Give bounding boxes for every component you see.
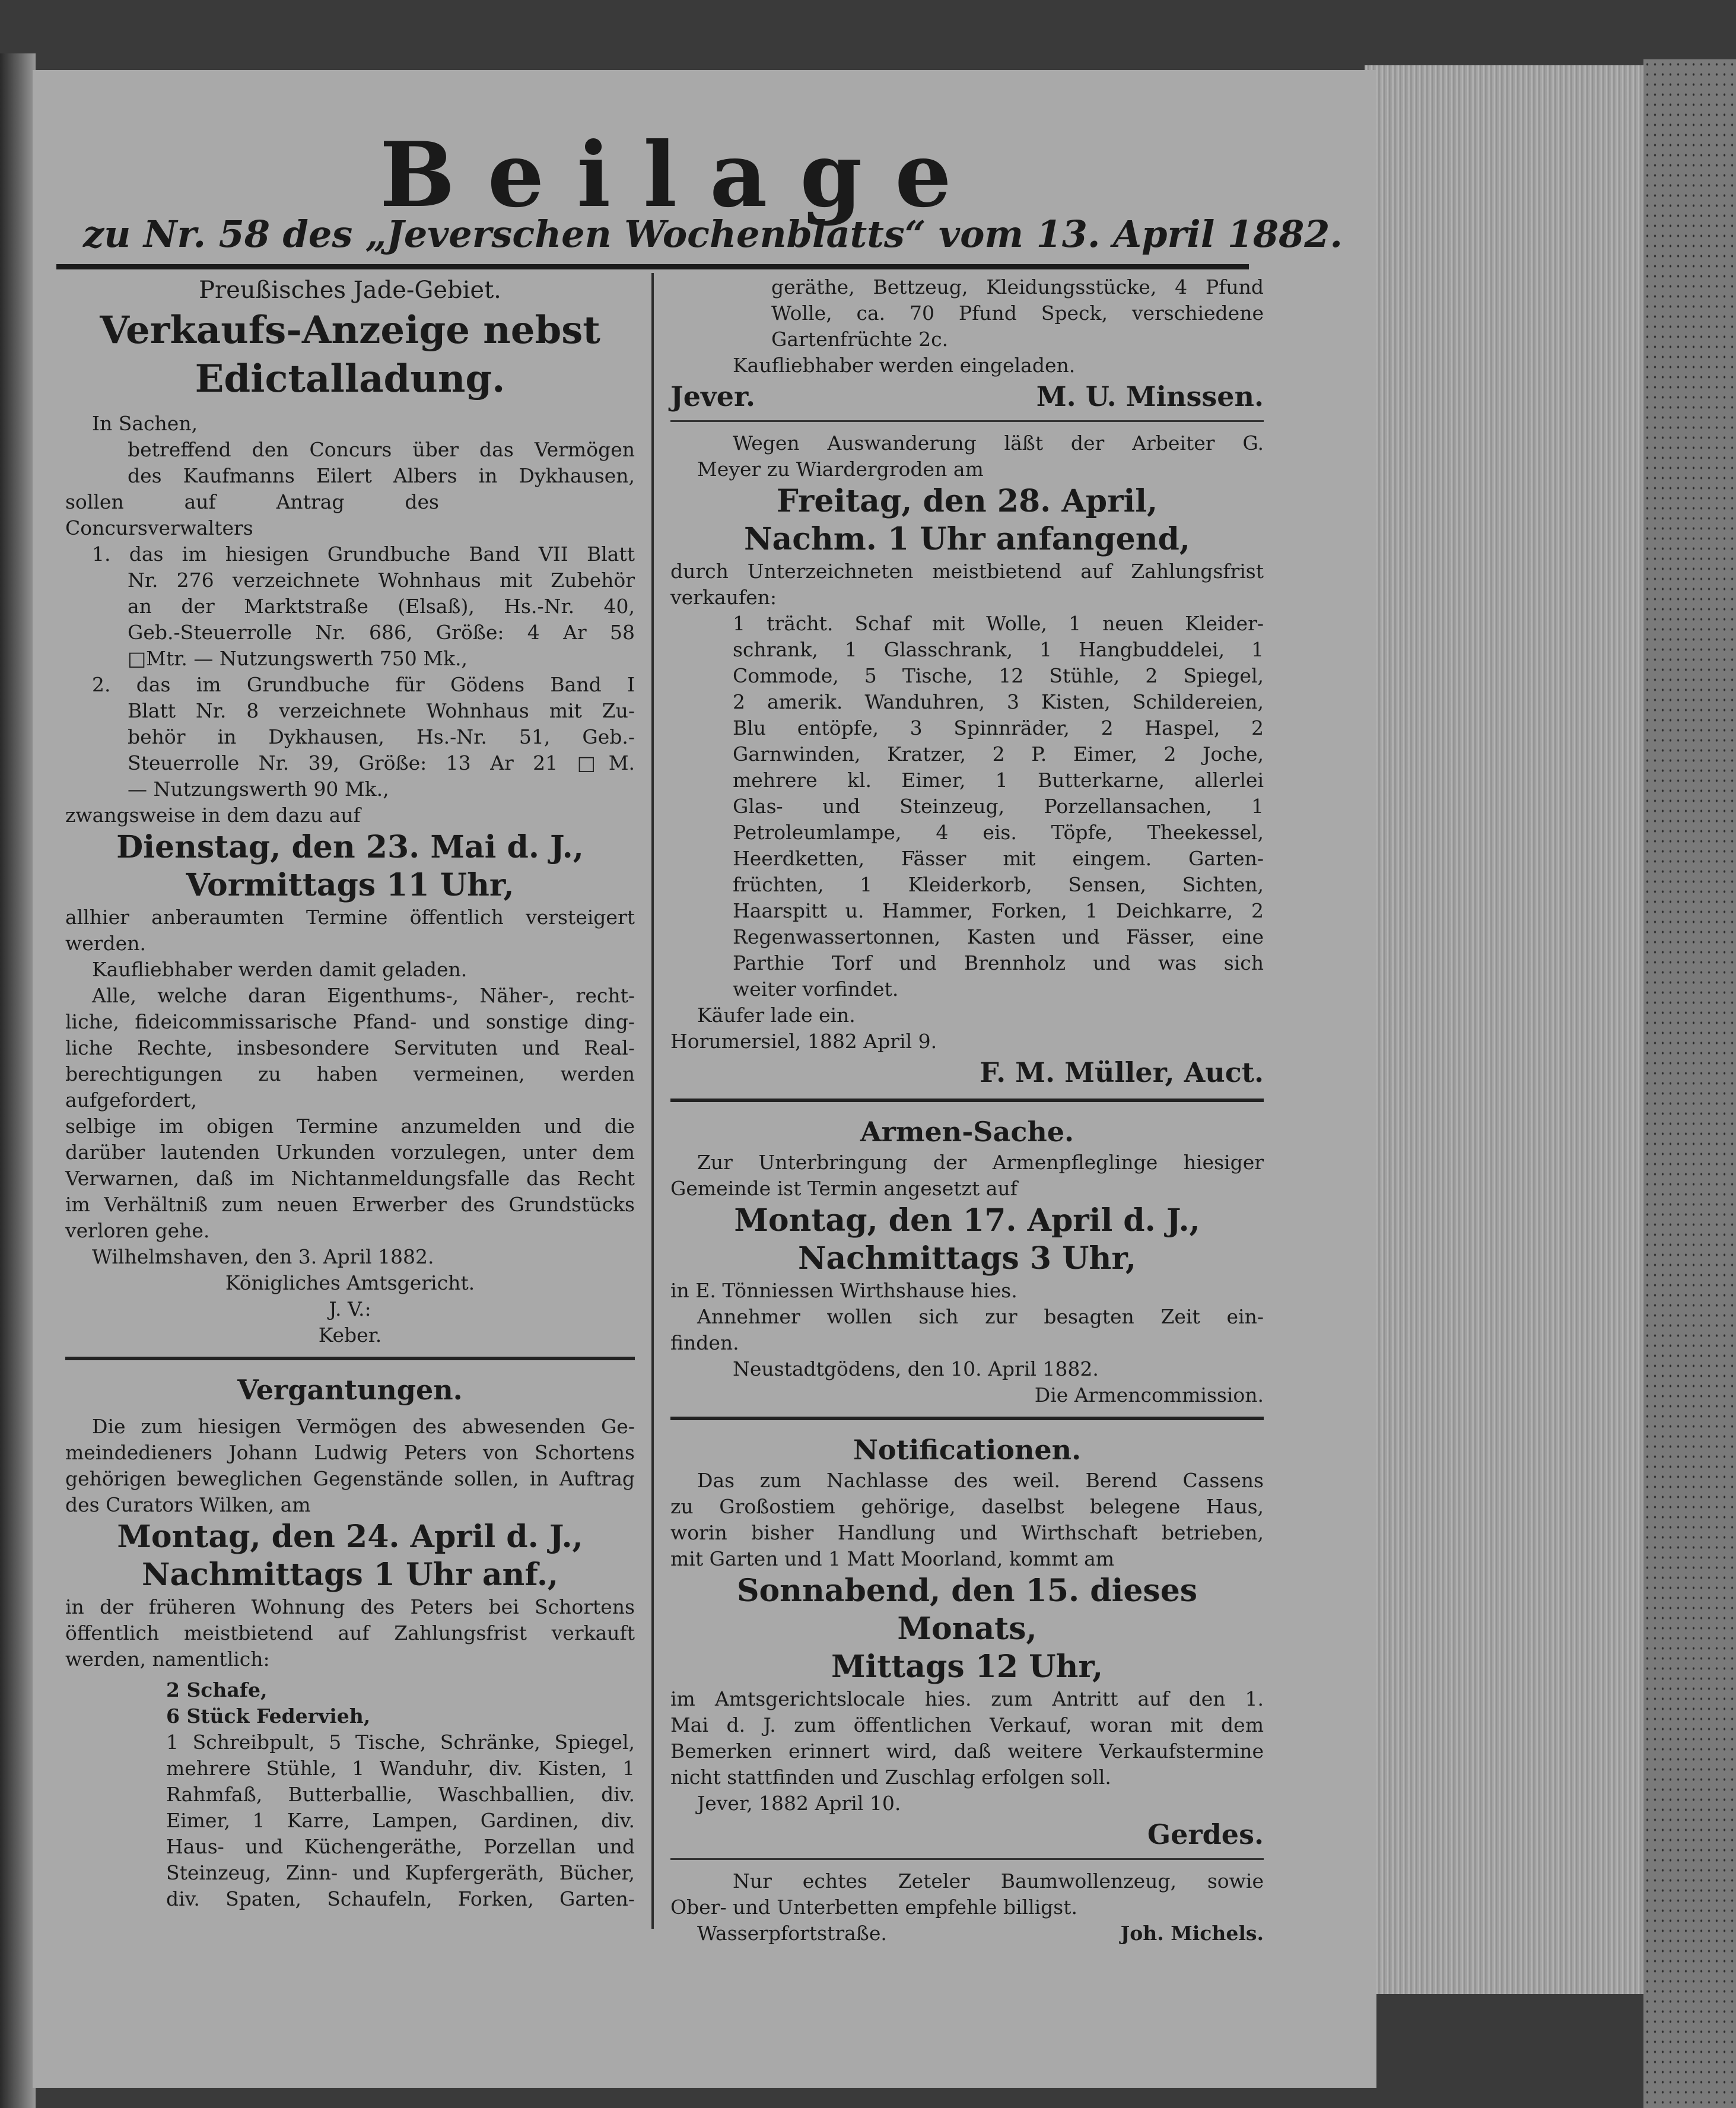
- notice-armen-sache: [670, 1114, 1264, 1408]
- body-line: Verwarnen, daß im Nichtanmeldungsfalle das Recht: [65, 1167, 635, 1190]
- body-line: finden.: [670, 1331, 739, 1354]
- signer: M. U. Minssen.: [1036, 380, 1264, 412]
- item-line: Steinzeug, Zinn- und Kupfergeräth, Bücher,: [166, 1861, 635, 1884]
- body-line: liche, fideicommissarische Pfand- und sonstige ding-: [65, 1010, 635, 1033]
- body-line: zwangsweise in dem dazu auf: [65, 804, 361, 827]
- body-line: Gemeinde ist Termin angesetzt auf: [670, 1177, 1018, 1200]
- auction-time: Nachmittags 3 Uhr,: [797, 1240, 1137, 1277]
- auction-date: Montag, den 24. April d. J.,: [117, 1519, 583, 1555]
- body-line: in E. Tönniessen Wirthshause hies.: [670, 1279, 1018, 1302]
- body-line: werden, namentlich:: [65, 1647, 270, 1671]
- notice-title: Vergantungen.: [237, 1374, 463, 1406]
- item-line: div. Spaten, Schaufeln, Forken, Garten-: [166, 1887, 635, 1910]
- body-line: liche Rechte, insbesondere Servituten und Real-: [65, 1036, 635, 1059]
- item-bold: 2 Schafe,: [166, 1678, 268, 1701]
- body-line: werden.: [65, 932, 146, 955]
- body-line: des Kaufmanns Eilert Albers in Dykhausen,: [128, 464, 635, 487]
- notice-auswanderung: [670, 430, 1264, 1090]
- notice-notificationen: [670, 1432, 1264, 1852]
- body-line: Die zum hiesigen Vermögen des abwesenden Ge-: [92, 1415, 635, 1438]
- body-line: in der früheren Wohnung des Peters bei Schortens: [65, 1595, 635, 1618]
- issuing-court: Königliches Amtsgericht.: [225, 1271, 475, 1294]
- signer: Gerdes.: [1147, 1818, 1264, 1850]
- body-line: durch Unterzeichneten meistbietend auf Zahlungsfrist: [670, 560, 1264, 583]
- item-line: 1 trächt. Schaf mit Wolle, 1 neuen Kleider-: [733, 612, 1264, 635]
- item-line: Blu entöpfe, 3 Spinnräder, 2 Haspel, 2: [733, 716, 1264, 739]
- auction-time: Nachm. 1 Uhr anfangend,: [744, 521, 1190, 557]
- auction-date: Montag, den 17. April d. J.,: [734, 1202, 1200, 1239]
- body-line: worin bisher Handlung und Wirthschaft betrieben,: [670, 1521, 1264, 1544]
- body-line: Ober- und Unterbetten empfehle billigst.: [670, 1896, 1077, 1919]
- body-line: nicht stattfinden und Zuschlag erfolgen soll.: [670, 1766, 1111, 1789]
- body-line: verkaufen:: [670, 586, 777, 609]
- auction-date: Sonnabend, den 15. dieses Monats,: [736, 1573, 1198, 1647]
- signature-row: [670, 1920, 1264, 1947]
- body-line: an der Marktstraße (Elsaß), Hs.-Nr. 40,: [128, 595, 635, 618]
- body-line: □Mtr. — Nutzungswerth 750 Mk.,: [128, 647, 468, 670]
- item-line: 1 Schreibpult, 5 Tische, Schränke, Spiegel,: [166, 1731, 635, 1754]
- item-line: Eimer, 1 Karre, Lampen, Gardinen, div.: [166, 1809, 635, 1832]
- body-line: Zur Unterbringung der Armenpfleglinge hiesiger: [697, 1151, 1264, 1174]
- body-line: betreffend den Concurs über das Vermögen: [128, 438, 635, 461]
- signer: Joh. Michels.: [1120, 1922, 1264, 1945]
- item-line: mehrere Stühle, 1 Wanduhr, div. Kisten, 1: [166, 1757, 635, 1780]
- place-date: Horumersiel, 1882 April 9.: [670, 1030, 937, 1053]
- item-line: Petroleumlampe, 4 eis. Töpfe, Theekessel,: [733, 821, 1264, 844]
- auction-date: Dienstag, den 23. Mai d. J.,: [116, 829, 584, 865]
- signature-row: [670, 379, 1264, 414]
- item-line: Parthie Torf und Brennholz und was sich: [733, 951, 1264, 974]
- body-line: Gartenfrüchte 2c.: [771, 328, 949, 351]
- body-line: gehörigen beweglichen Gegenstände sollen, in Auftrag: [65, 1467, 635, 1490]
- signer: Die Armencommission.: [1034, 1383, 1264, 1407]
- closing-line: Käufer lade ein.: [697, 1004, 856, 1027]
- notice-verkaufs-anzeige: [65, 274, 635, 1348]
- in-vertretung: J. V.:: [329, 1297, 371, 1320]
- body-line: darüber lautenden Urkunden vorzulegen, unter dem: [65, 1141, 635, 1164]
- item-line: Commode, 5 Tische, 12 Stühle, 2 Spiegel,: [733, 664, 1264, 687]
- item-line: Rahmfaß, Butterballie, Waschballien, div.: [166, 1783, 635, 1806]
- place-date: Wilhelmshaven, den 3. April 1882.: [92, 1245, 434, 1268]
- book-gutter: [0, 53, 36, 2108]
- notice-title: Armen-Sache.: [860, 1116, 1074, 1148]
- column-divider: [651, 273, 654, 1929]
- body-line: Bemerken erinnert wird, daß weitere Verkaufstermine: [670, 1739, 1264, 1763]
- item-line: Glas- und Steinzeug, Porzellansachen, 1: [733, 795, 1264, 818]
- body-line: zu Großostiem gehörige, daselbst belegene Haus,: [670, 1495, 1264, 1518]
- section-rule: [670, 1099, 1264, 1102]
- body-line: Annehmer wollen sich zur besagten Zeit ein-: [697, 1305, 1264, 1328]
- body-line: im Verhältniß zum neuen Erwerber des Grundstücks: [65, 1193, 635, 1216]
- body-line: Mai d. J. zum öffentlichen Verkauf, woran mit dem: [670, 1713, 1264, 1736]
- signer: F. M. Müller, Auct.: [980, 1056, 1264, 1088]
- item-line: Regenwassertonnen, Kasten und Fässer, eine: [733, 925, 1264, 948]
- signer: Keber.: [318, 1323, 382, 1347]
- place-date: Jever, 1882 April 10.: [697, 1792, 901, 1815]
- masthead-subtitle: zu Nr. 58 des „Jeverschen Wochenblatts“ vom 13. April 1882.: [83, 212, 1343, 256]
- book-fore-edge: [1365, 65, 1643, 1994]
- body-line: behör in Dykhausen, Hs.-Nr. 51, Geb.-: [128, 725, 635, 748]
- body-line: Nr. 276 verzeichnete Wohnhaus mit Zubehör: [128, 569, 635, 592]
- item-line: mehrere kl. Eimer, 1 Butterkarne, allerlei: [733, 769, 1264, 792]
- notice-michels: [670, 1868, 1264, 1947]
- body-line: im Amtsgerichtslocale hies. zum Antritt auf den 1.: [670, 1687, 1264, 1710]
- notice-title: Notificationen.: [853, 1434, 1082, 1466]
- street: Wasserpfortstraße.: [697, 1922, 887, 1945]
- body-line: Blatt Nr. 8 verzeichnete Wohnhaus mit Zu-: [128, 699, 635, 722]
- right-column: [670, 274, 1264, 1945]
- region-heading: Preußisches Jade-Gebiet.: [199, 277, 501, 304]
- notice-vergantungen: [65, 1372, 635, 1912]
- body-line: Steuerrolle Nr. 39, Größe: 13 Ar 21 □M.: [128, 751, 635, 774]
- body-line: Wolle, ca. 70 Pfund Speck, verschiedene: [771, 301, 1264, 325]
- body-line: mit Garten und 1 Matt Moorland, kommt am: [670, 1547, 1115, 1570]
- body-line: Geb.-Steuerrolle Nr. 686, Größe: 4 Ar 58: [128, 621, 635, 644]
- item-line: weiter vorfindet.: [733, 977, 899, 1001]
- item-line: Heerdketten, Fässer mit eingem. Garten-: [733, 847, 1264, 870]
- body-line: öffentlich meistbietend auf Zahlungsfrist verkauft: [65, 1621, 635, 1645]
- body-line: 2. das im Grundbuche für Gödens Band I: [92, 673, 635, 696]
- place-date: Neustadtgödens, den 10. April 1882.: [733, 1357, 1099, 1380]
- body-line: Kaufliebhaber werden eingeladen.: [733, 354, 1076, 377]
- auction-time: Vormittags 11 Uhr,: [186, 867, 514, 903]
- body-line: sollen auf Antrag des Concursverwalters: [65, 490, 439, 539]
- body-line: berechtigungen zu haben vermeinen, werden aufgefordert,: [65, 1062, 635, 1112]
- notice-title: Edictalladung.: [195, 357, 505, 401]
- auction-time: Mittags 12 Uhr,: [831, 1649, 1104, 1685]
- body-line: allhier anberaumten Termine öffentlich versteigert: [65, 906, 635, 929]
- body-line: selbige im obigen Termine anzumelden und die: [65, 1115, 635, 1138]
- section-rule: [670, 1858, 1264, 1860]
- body-line: verloren gehe.: [65, 1219, 210, 1242]
- body-line: — Nutzungswerth 90 Mk.,: [128, 777, 389, 801]
- body-line: Meyer zu Wiardergroden am: [697, 458, 984, 481]
- body-line: geräthe, Bettzeug, Kleidungsstücke, 4 Pfund: [771, 275, 1264, 299]
- item-bold: 6 Stück Federvieh,: [166, 1704, 371, 1728]
- left-column: [65, 274, 635, 1930]
- item-line: früchten, 1 Kleiderkorb, Sensen, Sichten,: [733, 873, 1264, 896]
- body-line: Nur echtes Zeteler Baumwollenzeug, sowie: [733, 1869, 1264, 1893]
- notice-continuation: [670, 274, 1264, 414]
- body-line: Alle, welche daran Eigenthums-, Näher-, recht-: [92, 984, 635, 1007]
- section-rule: [670, 420, 1264, 422]
- book-cover-edge: [1643, 59, 1736, 2108]
- item-line: 2 amerik. Wanduhren, 3 Kisten, Schildereien,: [733, 690, 1264, 713]
- masthead-rule: [56, 264, 1249, 269]
- item-line: Haarspitt u. Hammer, Forken, 1 Deichkarre, 2: [733, 899, 1264, 922]
- place: Jever.: [670, 380, 756, 412]
- body-line: In Sachen,: [92, 412, 198, 435]
- body-line: des Curators Wilken, am: [65, 1493, 311, 1516]
- item-line: schrank, 1 Glasschrank, 1 Hangbuddelei, 1: [733, 638, 1264, 661]
- masthead-title: Beilage: [380, 123, 984, 227]
- section-rule: [65, 1357, 635, 1360]
- auction-date: Freitag, den 28. April,: [776, 483, 1158, 519]
- item-line: Garnwinden, Kratzer, 2 P. Eimer, 2 Joche,: [733, 742, 1264, 766]
- notice-title: Verkaufs-Anzeige nebst: [100, 308, 600, 353]
- body-line: 1. das im hiesigen Grundbuche Band VII Blatt: [92, 542, 635, 566]
- section-rule: [670, 1417, 1264, 1420]
- body-line: Das zum Nachlasse des weil. Berend Cassens: [697, 1469, 1264, 1492]
- body-line: Wegen Auswanderung läßt der Arbeiter G.: [733, 431, 1264, 455]
- item-line: Haus- und Küchengeräthe, Porzellan und: [166, 1835, 635, 1858]
- auction-time: Nachmittags 1 Uhr anf.,: [141, 1557, 559, 1593]
- body-line: meindedieners Johann Ludwig Peters von Schortens: [65, 1441, 635, 1464]
- body-line: Kaufliebhaber werden damit geladen.: [92, 958, 468, 981]
